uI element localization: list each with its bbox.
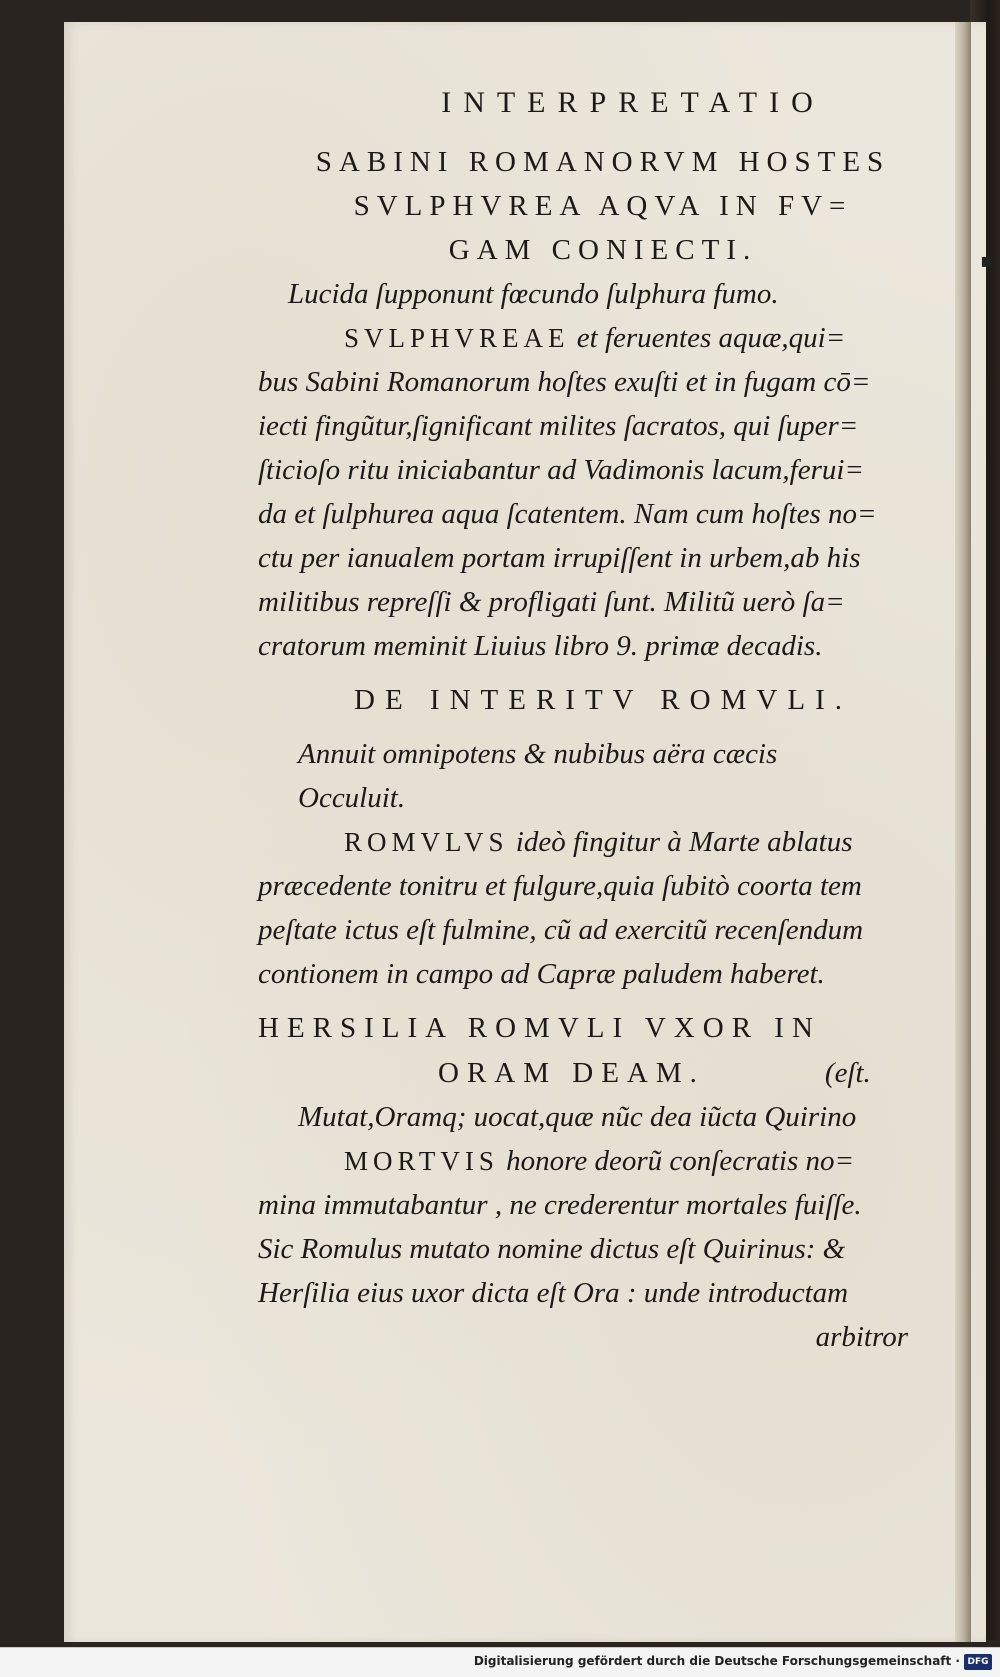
verse-line: Lucida ſupponunt fœcundo ſulphura fumo. [288,278,779,310]
paragraph-line-text: honore deorũ conſecratis no= [506,1145,855,1177]
paragraph-line: Sic Romulus mutato nomine dictus eſt Quirinus: & [258,1233,846,1265]
lead-word: MORTVIS [344,1146,499,1176]
paragraph-line: mina immutabantur , ne crederentur mortales fuiſſe. [258,1189,862,1221]
section-heading-line [258,1050,948,1095]
paragraph-line: da et ſulphurea aqua ſcatentem. Nam cum hoſtes no= [258,498,877,530]
paragraph-line: bus Sabini Romanorum hoſtes exuſti et in fugam cō= [258,366,871,398]
section-heading-line: SVLPHVREA AQVA IN FV= [353,190,853,222]
paragraph-first-line [258,316,948,360]
catchword: arbitror [815,1321,908,1353]
section-sabini [258,140,948,668]
paragraph-line: cratorum meminit Liuius libro 9. primæ decadis. [258,630,823,662]
heading-aside: (eſt. [824,1057,871,1089]
section-hersilia [258,1006,948,1359]
page-text [258,80,948,1359]
paragraph-line: præcedente tonitru et fulgure,quia ſubitò coorta tem [258,870,862,902]
section-heading-line: GAM CONIECTI. [448,234,758,266]
paragraph-line: ſticioſo ritu iniciabantur ad Vadimonis lacum,ferui= [258,454,864,486]
verse-line: Annuit omnipotens & nubibus aëra cæcis [298,738,778,770]
section-romulus [258,678,948,996]
paragraph-line: ctu per ianualem portam irrupiſſent in urbem,ab his [258,542,861,574]
paragraph-first-line [258,1139,948,1183]
section-heading-text: ORAM DEAM. [438,1057,705,1089]
page-leaf-edge [955,22,971,1642]
section-heading: DE INTERITV ROMVLI. [354,684,852,716]
paragraph-line: Herſilia eius uxor dicta eſt Ora : unde introductam [258,1277,849,1309]
paragraph-line: iecti fingũtur,ſignificant milites ſacratos, qui ſuper= [258,410,859,442]
dfg-logo-icon: DFG [964,1654,992,1670]
margin-mark: ▪ [980,248,994,272]
paragraph-line: contionem in campo ad Capræ paludem haberet. [258,958,825,990]
verse-line: Occuluit. [298,782,406,814]
running-head: INTERPRETATIO [441,86,825,119]
lead-word: SVLPHVREAE [344,323,570,353]
section-heading-line: HERSILIA ROMVLI VXOR IN [258,1012,821,1044]
paragraph-line: peſtate ictus eſt fulmine, cũ ad exercitũ recenſendum [258,914,864,946]
lead-word: ROMVLVS [344,827,509,857]
verse-line: Mutat,Oramq; uocat,quæ nũc dea iũcta Quirino [298,1101,857,1133]
paragraph-line: militibus repreſſi & profligati ſunt. Militũ uerò ſa= [258,586,845,618]
footer-bar [0,1647,1000,1677]
paragraph-line-text: et feruentes aquæ,qui= [576,322,846,354]
paragraph-first-line [258,820,948,864]
footer-credit: Digitalisierung gefördert durch die Deutsche Forschungsgemeinschaft · [473,1654,960,1668]
section-heading-line: SABINI ROMANORVM HOSTES [315,146,891,178]
paragraph-line-text: ideò fingitur à Marte ablatus [515,826,853,858]
